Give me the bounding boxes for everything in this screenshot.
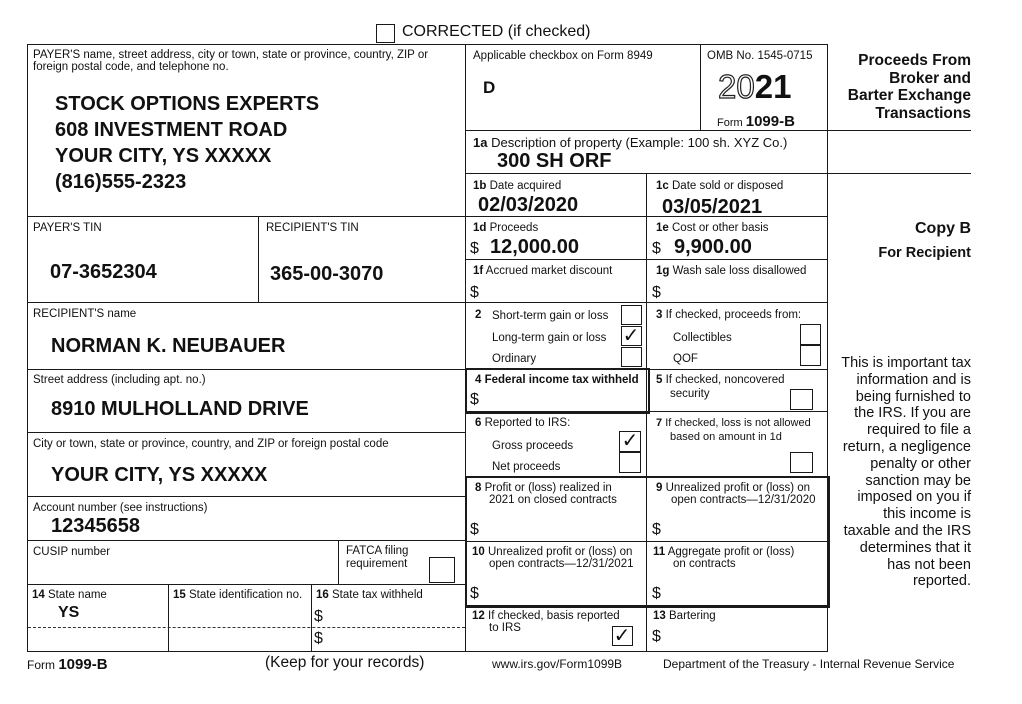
box8-label-2: 2021 on closed contracts [489, 494, 617, 506]
gross-proceeds-checkbox[interactable] [619, 431, 641, 452]
form-name-header: 1099-B [745, 113, 795, 130]
box4-label: Federal income tax withheld [484, 374, 639, 386]
collectibles-checkbox[interactable] [800, 324, 821, 345]
long-term-checkbox[interactable] [621, 326, 642, 346]
fatca-label-2: requirement [346, 558, 408, 570]
ordinary-checkbox[interactable] [621, 347, 642, 367]
short-term-checkbox[interactable] [621, 305, 642, 325]
recipient-city-label: City or town, state or province, country, and ZIP or foreign postal code [33, 438, 389, 450]
box16-dollar-2: $ [314, 630, 323, 647]
for-recipient: For Recipient [878, 245, 971, 261]
form-title: Proceeds From Broker and Barter Exchange Transactions [847, 52, 971, 122]
short-term-label: Short-term gain or loss [492, 310, 609, 322]
box1g-dollar: $ [652, 284, 661, 301]
long-term-label: Long-term gain or loss [492, 332, 607, 344]
payer-label: PAYER'S name, street address, city or town, state or province, country, ZIP or foreign postal code, and telephone no. [33, 49, 429, 73]
box1c-label: Date sold or disposed [672, 180, 784, 192]
corrected-checkbox[interactable] [376, 24, 395, 43]
box1f-label: Accrued market discount [485, 265, 613, 277]
qof-checkbox[interactable] [800, 345, 821, 366]
account-number: 12345658 [51, 515, 140, 537]
box7-label-1: If checked, loss is not allowed [665, 417, 811, 429]
recipient-tin: 365-00-3070 [270, 263, 384, 285]
ordinary-label: Ordinary [492, 353, 537, 365]
treasury-dept: Department of the Treasury - Internal Revenue Service [663, 657, 955, 671]
recipient-name: NORMAN K. NEUBAUER [51, 335, 286, 357]
box11-label-1: Aggregate profit or (loss) [667, 546, 795, 558]
date-acquired: 02/03/2020 [478, 194, 579, 216]
recipient-city: YOUR CITY, YS XXXXX [51, 464, 268, 486]
box1b-label: Date acquired [489, 180, 562, 192]
box1g-label: Wash sale loss disallowed [672, 265, 807, 277]
box9-label-2: open contracts—12/31/2020 [671, 494, 816, 506]
long-term-check-mark: ✓ [622, 325, 640, 347]
cusip-label: CUSIP number [33, 546, 111, 558]
irs-notice: This is important tax information and is being furnished to the IRS. If you are required to file a return, a negligence penalty or other sanction may be imposed on you if this income is taxable and the IRS determines that it has not been reported. [841, 355, 971, 590]
box12-label-1: If checked, basis reported [488, 610, 620, 622]
box11-dollar: $ [652, 585, 661, 602]
box1e-label: Cost or other basis [672, 222, 769, 234]
box14-label: State name [48, 589, 107, 601]
gross-proceeds-label: Gross proceeds [492, 440, 574, 452]
left-border [27, 44, 28, 652]
payer-name: STOCK OPTIONS EXPERTS [55, 93, 320, 115]
loss-not-allowed-checkbox[interactable] [790, 452, 813, 473]
box16-label: State tax withheld [332, 589, 423, 601]
box1a-label: Description of property (Example: 100 sh. XYZ Co.) [491, 135, 788, 150]
fatca-label-1: FATCA filing [346, 545, 409, 557]
keep-for-records: (Keep for your records) [265, 654, 425, 671]
recipient-street-label: Street address (including apt. no.) [33, 374, 206, 386]
basis-reported-checkbox[interactable] [612, 626, 633, 646]
date-sold: 03/05/2021 [662, 196, 763, 218]
collectibles-label: Collectibles [673, 332, 732, 344]
account-label: Account number (see instructions) [33, 502, 208, 514]
form8949-label: Applicable checkbox on Form 8949 [473, 50, 653, 62]
box5-label-1: If checked, noncovered [665, 374, 785, 386]
box11-label-2: on contracts [673, 558, 736, 570]
box16-dollar-1: $ [314, 608, 323, 625]
omb-number: OMB No. 1545-0715 [707, 50, 813, 62]
state-name: YS [58, 604, 80, 621]
proceeds: 12,000.00 [490, 236, 579, 258]
box10-label-1: Unrealized profit or (loss) on [488, 546, 633, 558]
payer-tin: 07-3652304 [50, 261, 157, 283]
box12-label-2: to IRS [489, 622, 521, 634]
irs-url[interactable]: www.irs.gov/Form1099B [492, 657, 623, 671]
payer-tin-label: PAYER'S TIN [33, 222, 102, 234]
box9-label-1: Unrealized profit or (loss) on [665, 482, 811, 494]
recipient-tin-label: RECIPIENT'S TIN [266, 222, 359, 234]
net-proceeds-label: Net proceeds [492, 461, 561, 473]
copy-b: Copy B [915, 220, 971, 237]
box5-label-2: security [670, 388, 710, 400]
box8-label-1: Profit or (loss) realized in [484, 482, 612, 494]
gross-check-mark: ✓ [621, 430, 639, 452]
cost-basis: 9,900.00 [674, 236, 752, 258]
tax-year: 2021 [718, 68, 792, 105]
form8949-value: D [483, 78, 496, 97]
box13-label: Bartering [669, 610, 716, 622]
box6-label: Reported to IRS: [484, 417, 571, 429]
qof-label: QOF [673, 353, 698, 365]
recipient-street: 8910 MULHOLLAND DRIVE [51, 398, 309, 420]
payer-city: YOUR CITY, YS XXXXX [55, 145, 272, 167]
net-proceeds-checkbox[interactable] [619, 452, 641, 473]
payer-street: 608 INVESTMENT ROAD [55, 119, 288, 141]
box7-label-2: based on amount in 1d [670, 431, 782, 443]
property-description: 300 SH ORF [497, 150, 612, 172]
box8-dollar: $ [470, 521, 479, 538]
recipient-name-label: RECIPIENT'S name [33, 308, 137, 320]
box10-label-2: open contracts—12/31/2021 [489, 558, 634, 570]
fatca-checkbox[interactable] [429, 557, 455, 583]
basis-check-mark: ✓ [613, 625, 631, 647]
box10-dollar: $ [470, 585, 479, 602]
top-border [27, 44, 827, 45]
payer-phone: (816)555-2323 [55, 171, 187, 193]
bottom-border [27, 651, 827, 652]
box13-dollar: $ [652, 628, 661, 645]
box9-dollar: $ [652, 521, 661, 538]
box1d-label: Proceeds [489, 222, 539, 234]
box4-dollar: $ [470, 391, 479, 408]
noncovered-checkbox[interactable] [790, 389, 813, 410]
footer-form-name: 1099-B [58, 656, 108, 673]
box15-label: State identification no. [189, 589, 303, 601]
corrected-label: CORRECTED (if checked) [402, 23, 591, 40]
box3-label: If checked, proceeds from: [665, 309, 802, 321]
box1f-dollar: $ [470, 284, 479, 301]
